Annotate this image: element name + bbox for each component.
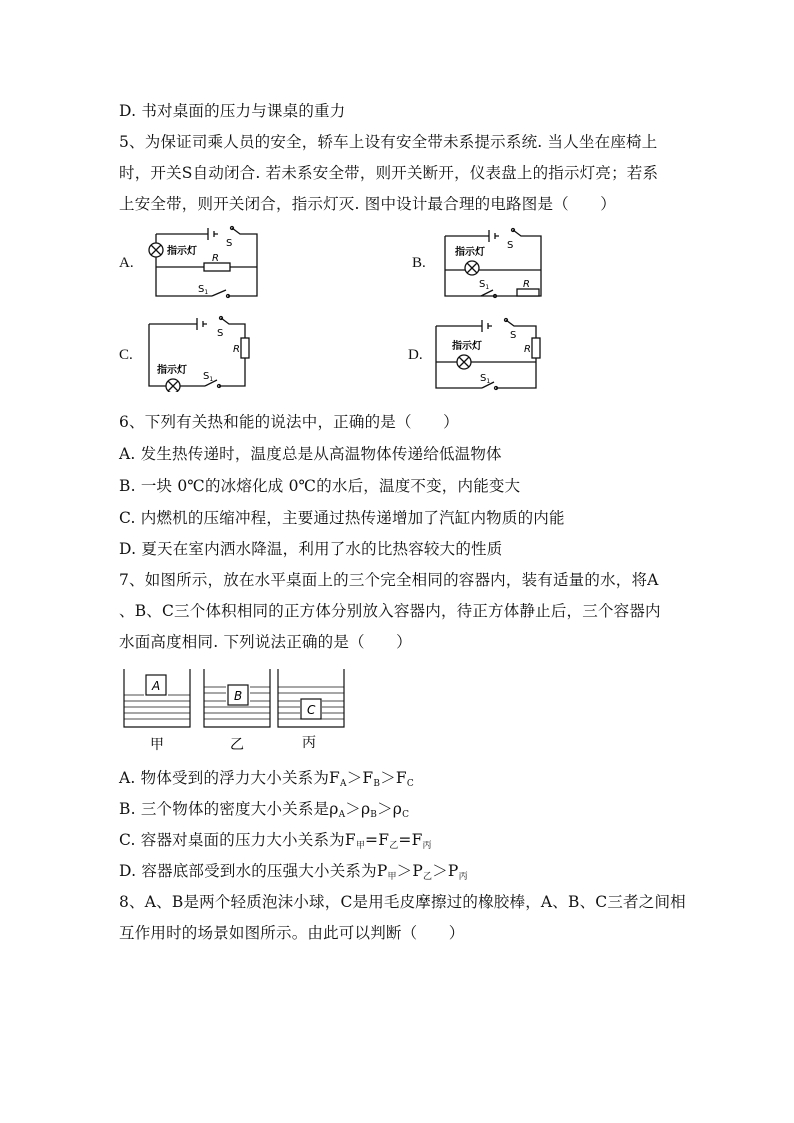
circuit-diagram-d bbox=[432, 316, 547, 394]
switch-label: S bbox=[510, 330, 517, 341]
q5-option-b-label: B. bbox=[412, 255, 426, 271]
switch-label: S bbox=[507, 240, 514, 251]
containers-figure bbox=[120, 665, 350, 757]
block-a-label: A bbox=[152, 679, 161, 693]
container-1-label: 甲 bbox=[150, 737, 164, 753]
switch-label: S bbox=[226, 238, 233, 249]
q6-option-b: B. 一块 0℃的冰熔化成 0℃的水后，温度不变，内能变大 bbox=[119, 477, 521, 495]
q5-option-d-label: D. bbox=[408, 347, 423, 363]
block-c-label: C bbox=[307, 703, 316, 717]
block-b-label: B bbox=[234, 689, 243, 703]
q7-stem-line-3: 水面高度相同. 下列说法正确的是（ ） bbox=[119, 633, 412, 651]
q5-option-a-label: A. bbox=[119, 255, 134, 271]
lamp-label: 指示灯 bbox=[452, 341, 482, 352]
q7-option-b: B. 三个物体的密度大小关系是$\rho_A>\rho_B>\rho_C$ bbox=[119, 800, 410, 820]
q5-option-c-label: C. bbox=[119, 347, 133, 363]
q6-option-a: A. 发生热传递时，温度总是从高温物体传递给低温物体 bbox=[119, 445, 502, 463]
lamp-label: 指示灯 bbox=[157, 365, 187, 376]
q7-option-d: D. 容器底部受到水的压强大小关系为$P_甲>P_乙>P_丙$ bbox=[119, 862, 468, 882]
circuit-diagram-c bbox=[145, 314, 257, 392]
q7-stem-line-1: 7、如图所示，放在水平桌面上的三个完全相同的容器内，装有适量的水，将A bbox=[119, 571, 659, 589]
q7-stem-line-2: 、B、C三个体积相同的正方体分别放入容器内，待正方体静止后，三个容器内 bbox=[119, 602, 661, 620]
q6-option-c: C. 内燃机的压缩冲程，主要通过热传递增加了汽缸内物质的内能 bbox=[119, 509, 565, 527]
resistor-label: R bbox=[524, 344, 531, 355]
q5-stem-line-1: 5、为保证司乘人员的安全，轿车上设有安全带未系提示系统. 当人坐在座椅上 bbox=[119, 133, 658, 151]
q4-option-d: D. 书对桌面的压力与课桌的重力 bbox=[119, 102, 346, 120]
q5-stem-line-2: 时，开关S自动闭合. 若未系安全带，则开关断开，仪表盘上的指示灯亮；若系 bbox=[119, 164, 659, 182]
q5-stem-line-3: 上安全带，则开关闭合，指示灯灭. 图中设计最合理的电路图是（ ） bbox=[119, 195, 616, 213]
circuit-diagram-b bbox=[441, 226, 546, 300]
container-3-label: 丙 bbox=[302, 735, 316, 751]
resistor-label: R bbox=[523, 279, 530, 290]
q7-option-c: C. 容器对桌面的压力大小关系为$F_甲=F_乙=F_丙$ bbox=[119, 831, 432, 851]
container-2-label: 乙 bbox=[230, 737, 244, 753]
lamp-label: 指示灯 bbox=[167, 246, 197, 257]
circuit-diagram-a bbox=[140, 224, 265, 304]
switch-label: S bbox=[217, 328, 224, 339]
switch1-label: $S_1$ bbox=[203, 371, 214, 383]
resistor-label: R bbox=[212, 253, 219, 264]
lamp-label: 指示灯 bbox=[455, 247, 485, 258]
resistor-label: R bbox=[233, 344, 240, 355]
switch1-label: $S_1$ bbox=[479, 279, 490, 291]
switch1-label: $S_1$ bbox=[198, 284, 209, 296]
q8-stem-line-1: 8、A、B是两个轻质泡沫小球，C是用毛皮摩擦过的橡胶棒，A、B、C三者之间相 bbox=[119, 893, 686, 911]
q8-stem-line-2: 互作用时的场景如图所示。由此可以判断（ ） bbox=[119, 924, 465, 942]
q7-option-a: A. 物体受到的浮力大小关系为$F_A>F_B>F_C$ bbox=[119, 769, 414, 789]
switch1-label: $S_1$ bbox=[480, 373, 491, 385]
q6-option-d: D. 夏天在室内洒水降温，利用了水的比热容较大的性质 bbox=[119, 540, 503, 558]
q6-stem: 6、下列有关热和能的说法中，正确的是（ ） bbox=[119, 413, 459, 431]
